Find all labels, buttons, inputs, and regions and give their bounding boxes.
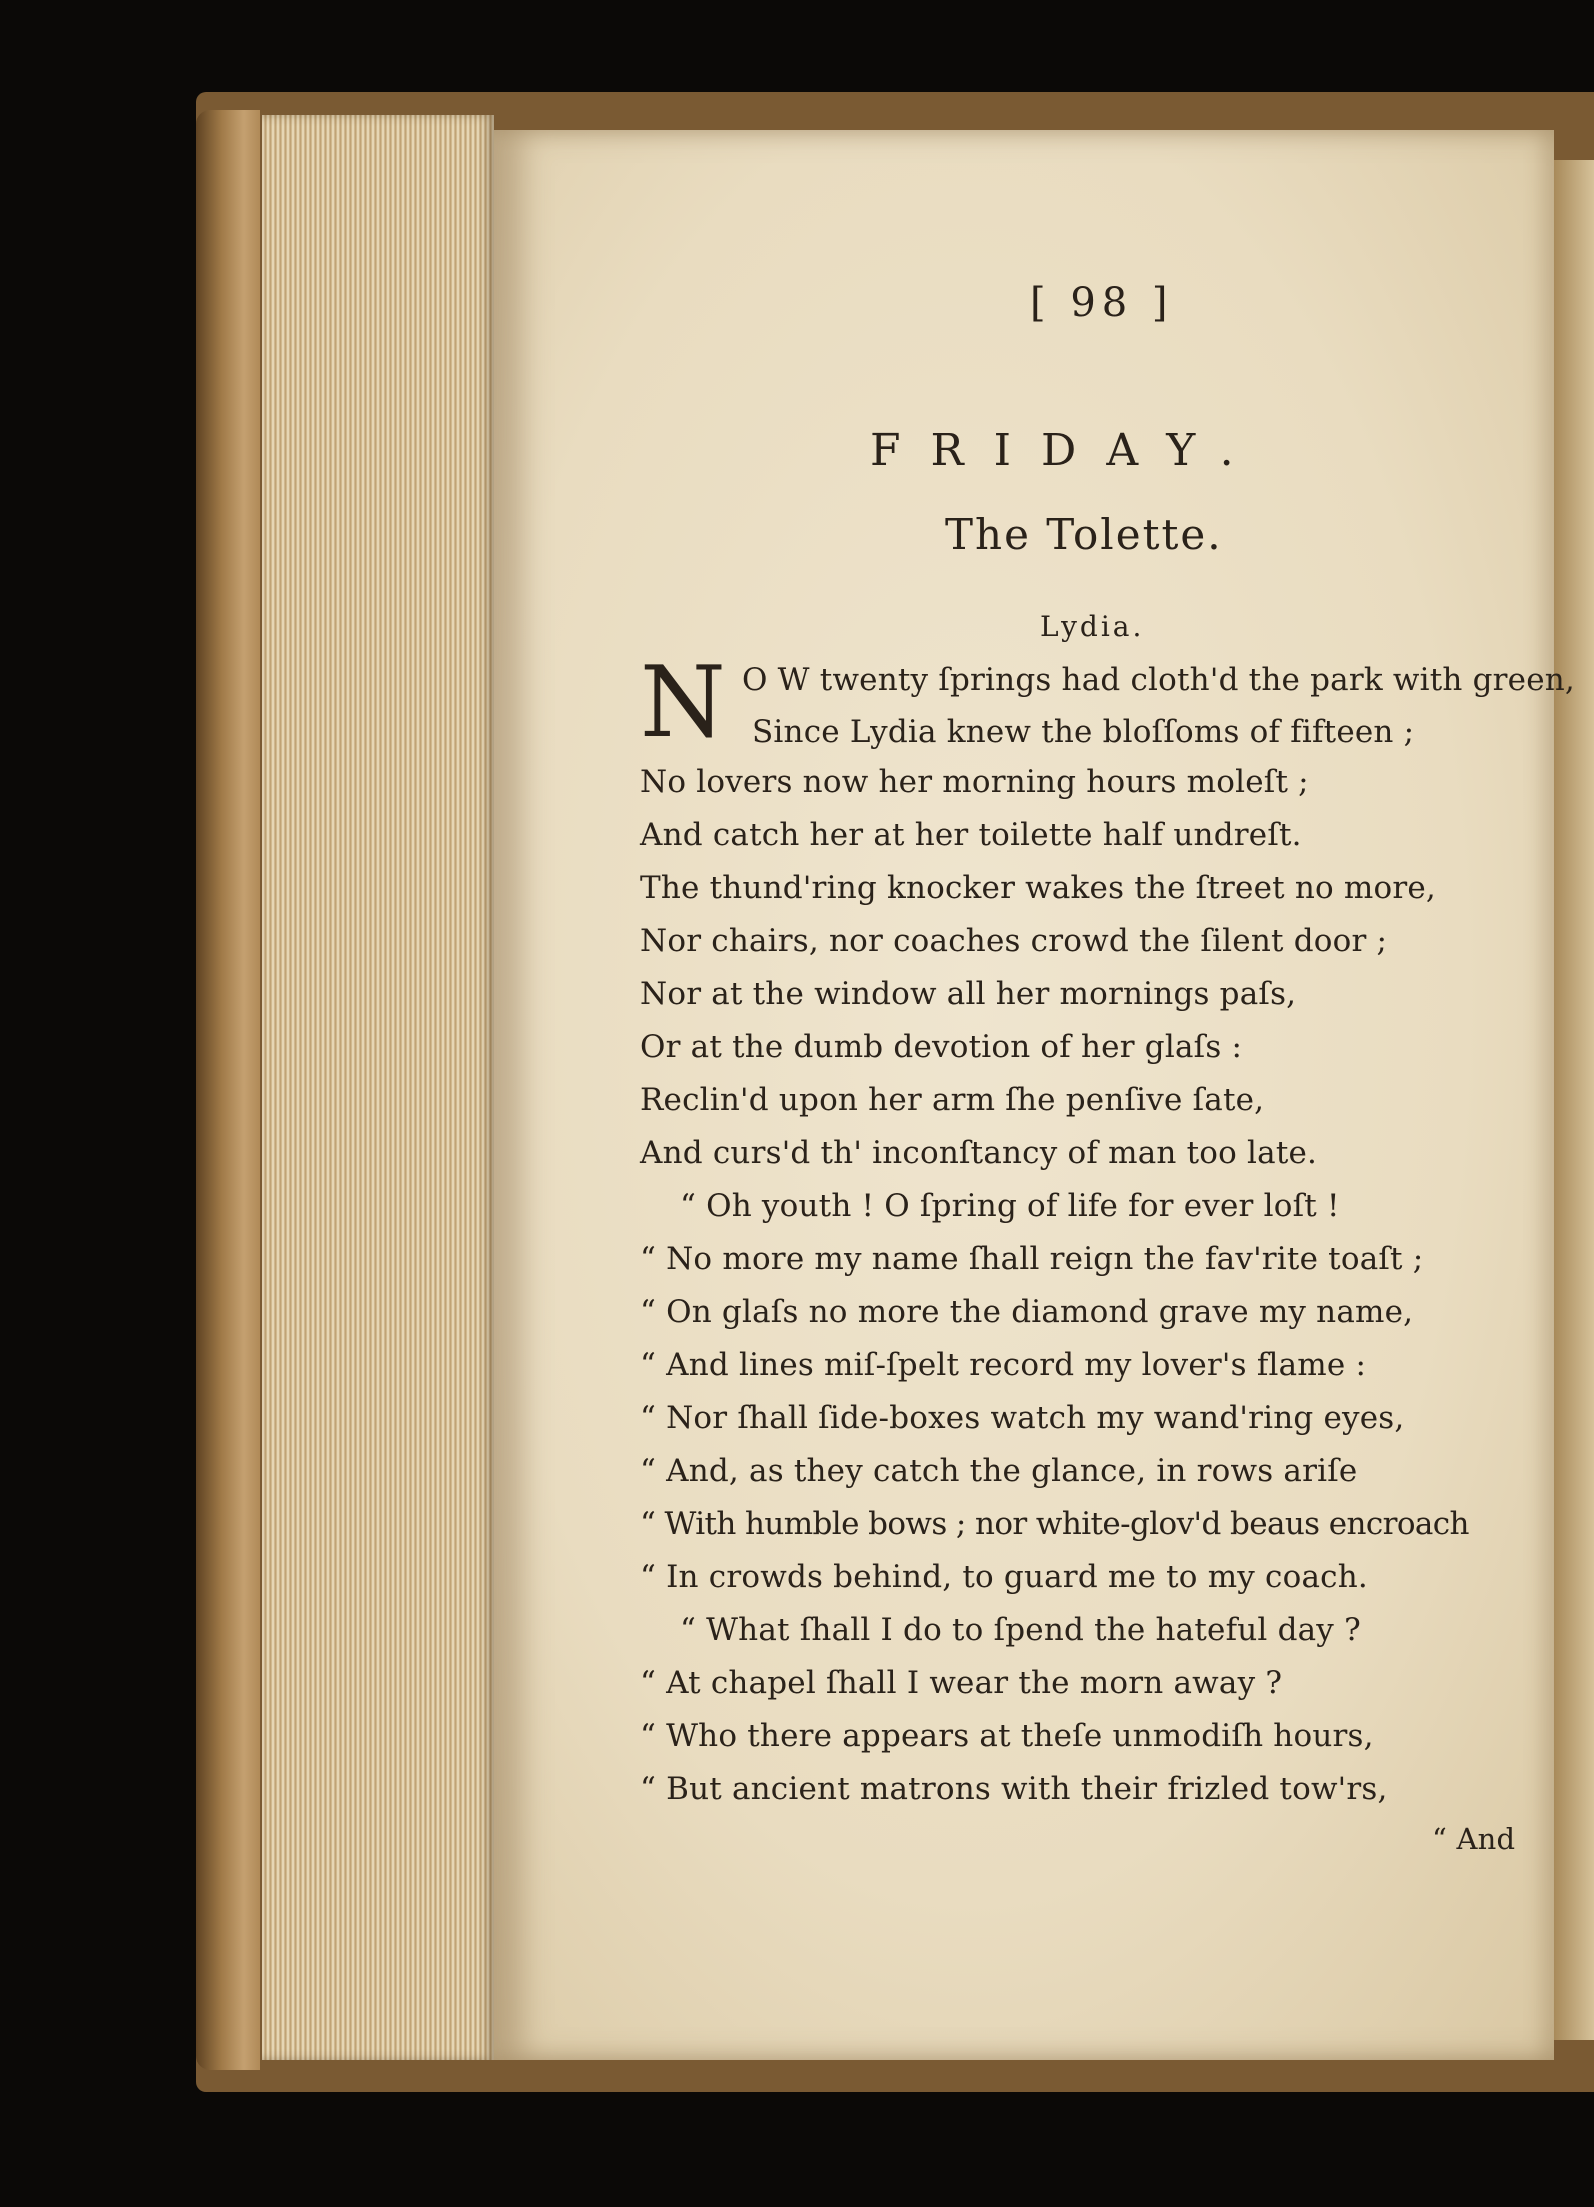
next-leaf-edge [1554, 160, 1594, 2040]
page-number: [ 98 ] [1030, 280, 1174, 326]
poem-line: And catch her at her toilette half undreſt. [640, 817, 1302, 853]
poem-line: “ Who there appears at theſe unmodiſh hours, [640, 1718, 1374, 1754]
poem-line: Or at the dumb devotion of her glaſs : [640, 1029, 1243, 1065]
poem-line: “ No more my name ſhall reign the fav'rite toaſt ; [640, 1241, 1424, 1277]
poem-line: O W twenty ſprings had cloth'd the park with green, [742, 662, 1575, 698]
poem-line: “ Nor ſhall ſide-boxes watch my wand'ring eyes, [640, 1400, 1405, 1436]
poem-line: “ Oh youth ! O ſpring of life for ever loſt ! [680, 1188, 1340, 1224]
poem-line: “ And, as they catch the glance, in rows ariſe [640, 1453, 1358, 1489]
poem-line: “ What ſhall I do to ſpend the hateful day ? [680, 1612, 1361, 1648]
page-edges [262, 115, 494, 2060]
catchword: “ And [1432, 1822, 1516, 1856]
poem-line: No lovers now her morning hours moleſt ; [640, 764, 1309, 800]
drop-cap: N [640, 646, 726, 760]
page-heading: FRIDAY. [870, 425, 1264, 476]
speaker-name: Lydia. [1040, 610, 1145, 643]
poem-line: “ And lines miſ-ſpelt record my lover's flame : [640, 1347, 1367, 1383]
poem-line: “ In crowds behind, to guard me to my coach. [640, 1559, 1368, 1595]
poem-line: And curs'd th' inconſtancy of man too late. [640, 1135, 1318, 1171]
poem-line: “ On glaſs no more the diamond grave my name, [640, 1294, 1414, 1330]
poem-line: “ But ancient matrons with their frizled tow'rs, [640, 1771, 1388, 1807]
poem-line: Nor chairs, nor coaches crowd the ſilent door ; [640, 923, 1388, 959]
poem-line: Reclin'd upon her arm ſhe penſive ſate, [640, 1082, 1265, 1118]
poem-line: “ At chapel ſhall I wear the morn away ? [640, 1665, 1283, 1701]
poem-line: Nor at the window all her mornings paſs, [640, 976, 1297, 1012]
poem-title: The Tolette. [945, 510, 1223, 559]
poem-line: Since Lydia knew the bloſſoms of fifteen ; [752, 714, 1415, 750]
poem-line: “ With humble bows ; nor white-glov'd beaus encroach [640, 1506, 1469, 1542]
poem-line: The thund'ring knocker wakes the ſtreet no more, [640, 870, 1436, 906]
book-spine [196, 110, 260, 2070]
